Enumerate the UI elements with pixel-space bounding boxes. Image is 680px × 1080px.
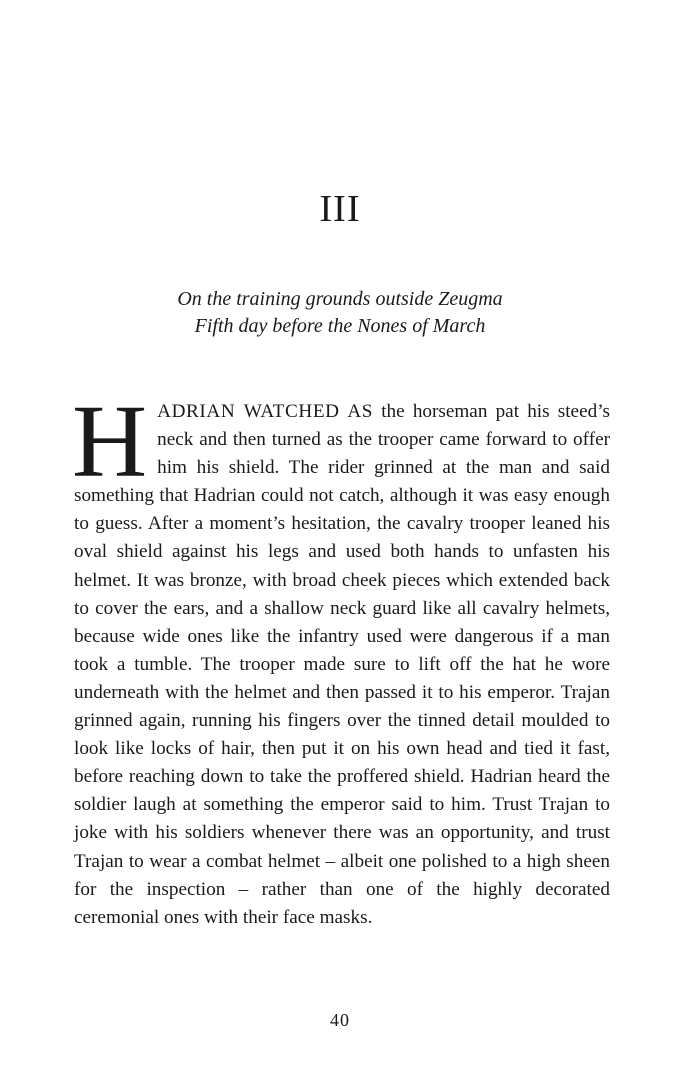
lead-in-small-caps: ADRIAN WATCHED AS	[157, 401, 374, 422]
body-paragraph	[72, 384, 610, 932]
page-number: 40	[330, 1010, 350, 1030]
setting-date: Fifth day before the Nones of March	[194, 315, 486, 337]
chapter-number: III	[319, 188, 361, 230]
chapter-setting	[0, 286, 680, 340]
drop-cap: H	[72, 384, 148, 499]
paragraph-text: the horseman pat his steed’s neck and then turned as the trooper came forward to offer him his shield. The rider grinned at the man and said something that Hadrian could not catch, although it was easy enough to guess. After a moment’s hesitation, the cavalry trooper leaned his oval shield against his legs and used both hands to unfasten his helmet. It was bronze, with broad cheek pieces which extended back to cover the ears, and a shallow neck guard like all cavalry helmets, because wide ones like the infantry used were dangerous if a man took a tumble. The trooper made sure to lift off the hat he wore underneath with the helmet and then passed it to his emperor. Trajan grinned again, running his fingers over the tinned detail moulded to look like locks of hair, then put it on his own head and tied it fast, before reaching down to take the proffered shield. Hadrian heard the soldier laugh at something the emperor said to him. Trust Trajan to joke with his soldiers whenever there was an opportunity, and trust Trajan to wear a combat helmet – albeit one polished to a high sheen for the inspection – rather than one of the highly decorated ceremonial ones with their face masks.	[74, 401, 610, 928]
setting-location: On the training grounds outside Zeugma	[177, 288, 503, 310]
